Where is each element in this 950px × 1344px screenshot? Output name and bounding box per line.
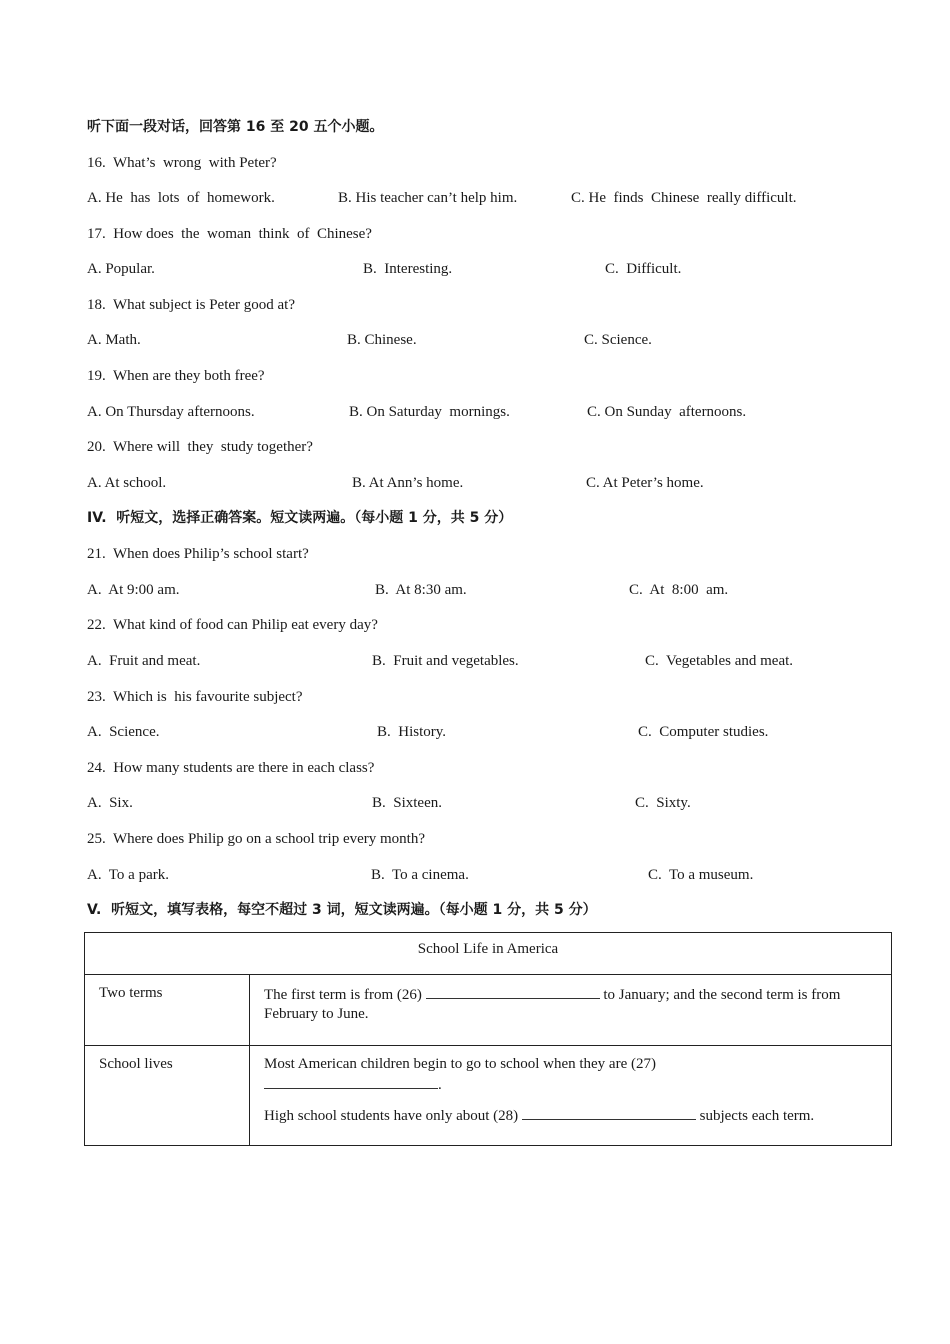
q19-option-b: B. On Saturday mornings.: [349, 404, 510, 420]
blank-27[interactable]: [264, 1074, 438, 1089]
row-content-two-terms: [250, 975, 892, 1046]
q22-option-a: A. Fruit and meat.: [87, 653, 201, 669]
q21-option-c: C. At 8:00 am.: [629, 582, 729, 598]
question-16: 16. What’s wrong with Peter?: [87, 155, 277, 171]
q22-option-b: B. Fruit and vegetables.: [372, 653, 519, 669]
table-title-cell: [85, 933, 892, 975]
q16-option-a: A. He has lots of homework.: [87, 190, 275, 206]
q21-option-a: A. At 9:00 am.: [87, 582, 180, 598]
row-content-school-lives: [250, 1046, 892, 1146]
blank-26-suffix: to January; and the second term is from February to June.: [264, 987, 841, 1022]
row-label-school-lives: School lives: [85, 1046, 250, 1146]
q25-option-c: C. To a museum.: [648, 867, 754, 883]
school-life-table: [84, 932, 892, 1146]
q20-option-c: C. At Peter’s home.: [586, 475, 704, 491]
q25-option-a: A. To a park.: [87, 867, 169, 883]
q23-option-c: C. Computer studies.: [638, 724, 769, 740]
q18-option-c: C. Science.: [584, 332, 652, 348]
q18-option-a: A. Math.: [87, 332, 141, 348]
question-17: 17. How does the woman think of Chinese?: [87, 226, 372, 242]
question-24: 24. How many students are there in each class?: [87, 760, 375, 776]
blank-28[interactable]: [522, 1105, 696, 1120]
blank-27-suffix: .: [438, 1077, 442, 1093]
blank-28-suffix: subjects each term.: [695, 1108, 815, 1124]
q23-option-b: B. History.: [377, 724, 447, 740]
paragraph-27: [264, 1055, 877, 1095]
row-label-two-terms: Two terms: [85, 975, 250, 1046]
q25-option-b: B. To a cinema.: [371, 867, 469, 883]
q17-option-a: A. Popular.: [87, 261, 155, 277]
section-iv-heading: IV. 听短文，选择正确答案。短文读两遍。（每小题 1 分，共 5 分）: [87, 510, 513, 526]
question-18: 18. What subject is Peter good at?: [87, 297, 296, 313]
table-row: [85, 975, 892, 1046]
q24-option-a: A. Six.: [87, 795, 133, 811]
q17-option-c: C. Difficult.: [605, 261, 682, 277]
table-row: [85, 1046, 892, 1146]
q18-option-b: B. Chinese.: [347, 332, 417, 348]
question-19: 19. When are they both free?: [87, 368, 265, 384]
q21-option-b: B. At 8:30 am.: [375, 582, 467, 598]
question-23: 23. Which is his favourite subject?: [87, 689, 303, 705]
paragraph-28: [264, 1105, 877, 1126]
blank-26[interactable]: [426, 984, 600, 999]
question-20: 20. Where will they study together?: [87, 439, 313, 455]
question-21: 21. When does Philip’s school start?: [87, 546, 309, 562]
question-22: 22. What kind of food can Philip eat every day?: [87, 617, 378, 633]
q20-option-a: A. At school.: [87, 475, 167, 491]
q23-option-a: A. Science.: [87, 724, 160, 740]
blank-28-prefix: High school students have only about (28): [264, 1108, 522, 1124]
q16-option-b: B. His teacher can’t help him.: [338, 190, 518, 206]
section-v-heading: V. 听短文，填写表格，每空不超过 3 词，短文读两遍。（每小题 1 分，共 5 分）: [87, 902, 597, 918]
q20-option-b: B. At Ann’s home.: [352, 475, 464, 491]
q24-option-b: B. Sixteen.: [372, 795, 442, 811]
question-25: 25. Where does Philip go on a school trip every month?: [87, 831, 425, 847]
section-intro-heading: 听下面一段对话，回答第 16 至 20 五个小题。: [87, 119, 384, 135]
q16-option-c: C. He finds Chinese really difficult.: [571, 190, 797, 206]
table-title: School Life in America: [417, 941, 559, 957]
q19-option-a: A. On Thursday afternoons.: [87, 404, 255, 420]
q24-option-c: C. Sixty.: [635, 795, 691, 811]
blank-26-prefix: The first term is from (26): [264, 987, 426, 1003]
q17-option-b: B. Interesting.: [363, 261, 453, 277]
q22-option-c: C. Vegetables and meat.: [645, 653, 794, 669]
blank-27-prefix: Most American children begin to go to school when they are (27): [264, 1056, 656, 1072]
q19-option-c: C. On Sunday afternoons.: [587, 404, 747, 420]
